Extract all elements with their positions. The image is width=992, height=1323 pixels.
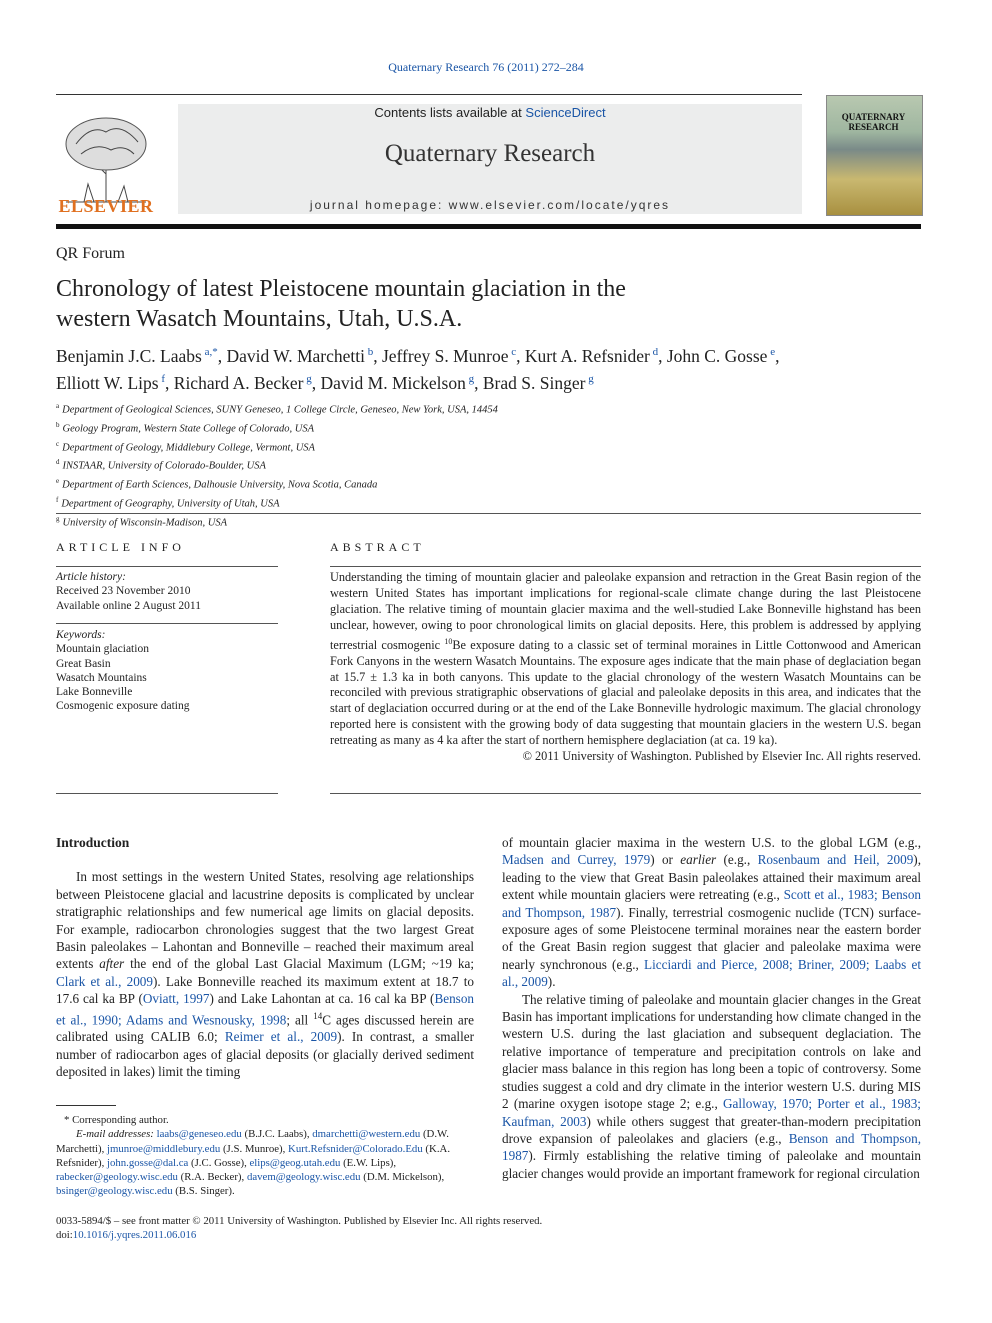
author-affiliation-marker[interactable]: g <box>465 372 475 385</box>
author-affiliation-marker[interactable]: b <box>364 346 374 358</box>
header-thick-rule <box>56 224 921 229</box>
keyword: Great Basin <box>56 657 111 670</box>
elsevier-wordmark: ELSEVIER <box>58 196 154 216</box>
author-affiliation-marker[interactable]: a,* <box>201 346 218 358</box>
email-link[interactable]: laabs@geneseo.edu <box>156 1128 242 1141</box>
author-name: Kurt A. Refsnider <box>524 345 650 366</box>
author-name: Richard A. Becker <box>173 372 304 393</box>
author-list: Benjamin J.C. Laabs $^{a,*}$, David W. Marchetti $^b$, Jeffrey S. Munroe $^c$, Kurt A. Refsnider $^d$, John C. Gosse $^e$, Elliott W. Lips $^f$, Richard A. Becker $^g$, David M. Mickelson $^g$, Brad S. Singer $^g$ <box>56 345 780 393</box>
body-left-column <box>56 834 474 1081</box>
contents-prefix: Contents lists available at <box>374 105 526 120</box>
keyword: Lake Bonneville <box>56 686 133 699</box>
header-divider <box>56 94 802 95</box>
author-name: David W. Marchetti <box>226 345 365 366</box>
article-section-tag: QR Forum <box>56 245 125 262</box>
email-link[interactable]: Kurt.Refsnider@Colorado.Edu <box>288 1142 423 1155</box>
citation-link[interactable]: Benson et al., 1990; Adams and Wesnousky, 1998 <box>56 991 474 1028</box>
abstract-text: Understanding the timing of mountain glacier and paleolake expansion and retraction in the Great Basin region of the western United States has important implications for regional-scale climate change during the last Pleistocene glaciation. The relative timing of mountain glacier maxima and the well-studied Lake Bonneville highstand has been unclear, however, owing to poor chronological limits on glacial deposits. Here, this problem is addressed by applying terrestrial cosmogenic $^{10}$Be exposure dating to a classic set of terminal moraines in Little Cottonwood and American Fork Canyons in the western Wasatch Mountains. The exposure ages indicate that the main phase of deglaciation began at 15.7 ± 1.3 ka in both canyons. This update to the glacial chronology of the western Wasatch Mountains can be reconciled with previous stratigraphic observations of glacial and paleolake deposits in this area, and indicates that the start of deglaciation occurred during or at the end of the Lake Bonneville hydrologic maximum. The glacial chronology reported here is consistent with the growing body of data suggesting that mountain glaciers in the western U.S. began retreating as many as 4 ka after the start of northern hemisphere deglaciation (at ca. 19 ka). © 2011 University of Washington. Published by Elsevier Inc. All rights reserved. <box>330 570 921 764</box>
author-name: Elliott W. Lips <box>56 372 159 393</box>
abstract-copyright: © 2011 University of Washington. Published by Elsevier Inc. All rights reserved. <box>522 749 921 764</box>
citation-link[interactable]: Reimer et al., 2009 <box>224 1029 338 1045</box>
journal-name: Quaternary Research <box>384 140 596 167</box>
history-label: Article history: <box>56 571 126 583</box>
author-name: Brad S. Singer <box>482 372 586 393</box>
keyword: Wasatch Mountains <box>56 671 147 684</box>
contents-line <box>178 105 802 120</box>
introduction-heading: Introduction <box>56 835 130 850</box>
affiliation: $^f$ Department of Geography, University of Utah, USA <box>56 495 280 510</box>
affiliation: $^d$ INSTAAR, University of Colorado-Boulder, USA <box>56 458 266 472</box>
front-matter-divider <box>56 513 921 514</box>
citation-link[interactable]: Licciardi and Pierce, 2008; Briner, 2009; Laabs et al., 2009 <box>502 956 921 990</box>
author-affiliation-marker[interactable]: e <box>767 346 776 358</box>
article-info-heading: ARTICLE INFO <box>56 540 185 554</box>
journal-cover-title: QUATERNARY RESEARCH <box>841 112 906 132</box>
affiliation: $^a$ Department of Geological Sciences, SUNY Geneseo, 1 College Circle, Geneseo, New York, USA, 14454 <box>56 402 498 416</box>
article-info-bottom-rule <box>56 793 278 794</box>
keywords-block <box>56 628 278 714</box>
citation-link[interactable]: Benson and Thompson, 1987 <box>502 1130 922 1164</box>
received-date: Received 23 November 2010 <box>56 585 191 598</box>
citation-link[interactable]: Madsen and Currey, 1979 <box>502 852 651 868</box>
footnotes <box>56 1113 474 1199</box>
email-link[interactable]: rabecker@geology.wisc.edu <box>56 1171 178 1184</box>
keywords-divider <box>56 623 278 624</box>
bottom-metadata <box>56 1214 542 1243</box>
author-name: Benjamin J.C. Laabs <box>56 345 202 366</box>
corresponding-author-note: * Corresponding author. <box>64 1114 169 1126</box>
author-affiliation-marker[interactable]: f <box>158 372 166 385</box>
citation-link[interactable]: Clark et al., 2009 <box>56 973 153 989</box>
author-name: Jeffrey S. Munroe <box>381 345 509 366</box>
author-name: David M. Mickelson <box>320 372 466 393</box>
body-right-column <box>502 834 921 1182</box>
email-link[interactable]: elips@geog.utah.edu <box>249 1156 341 1169</box>
citation-link[interactable]: Rosenbaum and Heil, 2009 <box>757 852 914 868</box>
abstract-divider <box>330 566 921 567</box>
citation-link[interactable]: Scott et al., 1983; Benson and Thompson, 1987 <box>502 887 922 920</box>
author-name: John C. Gosse <box>666 345 768 366</box>
available-date: Available online 2 August 2011 <box>56 599 202 612</box>
footnote-rule <box>56 1105 116 1106</box>
doi-line: doi:10.1016/j.yqres.2011.06.016 <box>56 1229 197 1242</box>
affiliation: $^e$ Department of Earth Sciences, Dalhousie University, Nova Scotia, Canada <box>56 477 378 491</box>
issn-line: 0033-5894/$ – see front matter © 2011 University of Washington. Published by Elsevier Inc. All rights reserved. <box>56 1215 543 1227</box>
doi-link[interactable]: 10.1016/j.yqres.2011.06.016 <box>72 1229 197 1242</box>
author-affiliation-marker[interactable]: c <box>508 346 517 358</box>
article-history <box>56 570 278 613</box>
keyword: Cosmogenic exposure dating <box>56 700 190 713</box>
paragraph: of mountain glacier maxima in the western U.S. to the global LGM (e.g., Madsen and Currey, 1979) or earlier (e.g., Rosenbaum and Heil, 2009), leading to the view that Great Basin paleolakes attained their maximum areal extent while mountain glaciers were retreating (e.g., Scott et al., 1983; Benson and Thompson, 1987). Finally, terrestrial cosmogenic nuclide (TCN) surface-exposure ages of some Pleistocene terminal moraines near the eastern border of the Great Basin region suggest that glacier and paleolake maxima were nearly synchronous (e.g., Licciardi and Pierce, 2008; Briner, 2009; Laabs et al., 2009). <box>502 835 922 990</box>
abstract-heading: ABSTRACT <box>330 540 425 554</box>
article-title: Chronology of latest Pleistocene mountain glaciation in the western Wasatch Mountains, Utah, U.S.A. <box>56 276 626 332</box>
keyword: Mountain glaciation <box>56 643 149 656</box>
abstract-bottom-rule <box>330 793 921 794</box>
email-link[interactable]: jmunroe@middlebury.edu <box>106 1142 221 1155</box>
affiliation-list <box>56 399 921 531</box>
journal-homepage[interactable]: journal homepage: www.elsevier.com/locate/yqres <box>309 198 671 212</box>
affiliation: $^c$ Department of Geology, Middlebury College, Vermont, USA <box>56 439 315 454</box>
email-link[interactable]: davem@geology.wisc.edu <box>246 1171 361 1184</box>
author-affiliation-marker[interactable]: d <box>649 346 659 358</box>
affiliation: $^g$ University of Wisconsin-Madison, USA <box>56 514 227 529</box>
paragraph: In most settings in the western United States, resolving age relationships between Pleistocene glacial and lacustrine deposits is complicated by unclear stratigraphic relationships and few numerical age limits on glacial deposits. For example, radiocarbon chronologies suggest that the two largest Great Basin paleolakes – Lahontan and Bonneville – reached their maximum areal extents after the end of the global Last Glacial Maximum (LGM; ~19 ka; Clark et al., 2009). Lake Bonneville reached its maximum extent at 18.7 to 17.6 cal ka BP (Oviatt, 1997) and Lake Lahontan at ca. 16 cal ka BP (Benson et al., 1990; Adams and Wesnousky, 1998; all $^{14}$C ages discussed herein are calibrated using CALIB 6.0; Reimer et al., 2009). In contrast, a smaller number of radiocarbon ages of glacial deposits (or glacially derived sediment deposited in lakes) limit the timing <box>56 869 475 1080</box>
email-link[interactable]: john.gosse@dal.ca <box>106 1156 189 1169</box>
sciencedirect-link[interactable]: ScienceDirect <box>525 105 606 120</box>
article-info-divider <box>56 566 278 567</box>
email-addresses: E-mail addresses: laabs@geneseo.edu (B.J.C. Laabs), dmarchetti@western.edu (D.W. Marchetti), jmunroe@middlebury.edu (J.S. Munroe), Kurt.Refsnider@Colorado.Edu (K.A. Refsnider), john.gosse@dal.ca (J.C. Gosse), elips@geog.utah.edu (E.W. Lips), rabecker@geology.wisc.edu (R.A. Becker), davem@geology.wisc.edu (D.M. Mickelson), bsinger@geology.wisc.edu (B.S. Singer). <box>56 1128 451 1198</box>
journal-reference[interactable]: Quaternary Research 76 (2011) 272–284 <box>388 60 584 74</box>
author-affiliation-marker[interactable]: g <box>303 372 312 385</box>
author-affiliation-marker[interactable]: g <box>585 372 594 385</box>
email-link[interactable]: dmarchetti@western.edu <box>312 1128 421 1141</box>
citation-link[interactable]: Oviatt, 1997 <box>142 991 210 1007</box>
paragraph: The relative timing of paleolake and mountain glacier changes in the Great Basin has important implications for understanding how climate changed in the western U.S. during the last glaciation and subsequent deglaciation. The relative importance of temperature and precipitation controls on lake and glacier mass balance in this region has long been a topic of controversy. Some studies suggest a cold and dry climate in the interior western U.S. during MIS 2 (marine oxygen isotope stage 2; e.g., Galloway, 1970; Porter et al., 1983; Kaufman, 2003) while others suggest that greater-than-modern precipitation drove expansion of paleolakes and glaciers (e.g., Benson and Thompson, 1987). Firmly establishing the relative timing of paleolake and mountain glacier changes would provide an important framework for regional circulation <box>502 991 922 1181</box>
affiliation: $^b$ Geology Program, Western State College of Colorado, USA <box>56 420 314 435</box>
email-link[interactable]: bsinger@geology.wisc.edu <box>56 1185 173 1198</box>
keywords-label: Keywords: <box>56 629 106 641</box>
citation-link[interactable]: Galloway, 1970; Porter et al., 1983; Kaufman, 2003 <box>502 1096 921 1129</box>
